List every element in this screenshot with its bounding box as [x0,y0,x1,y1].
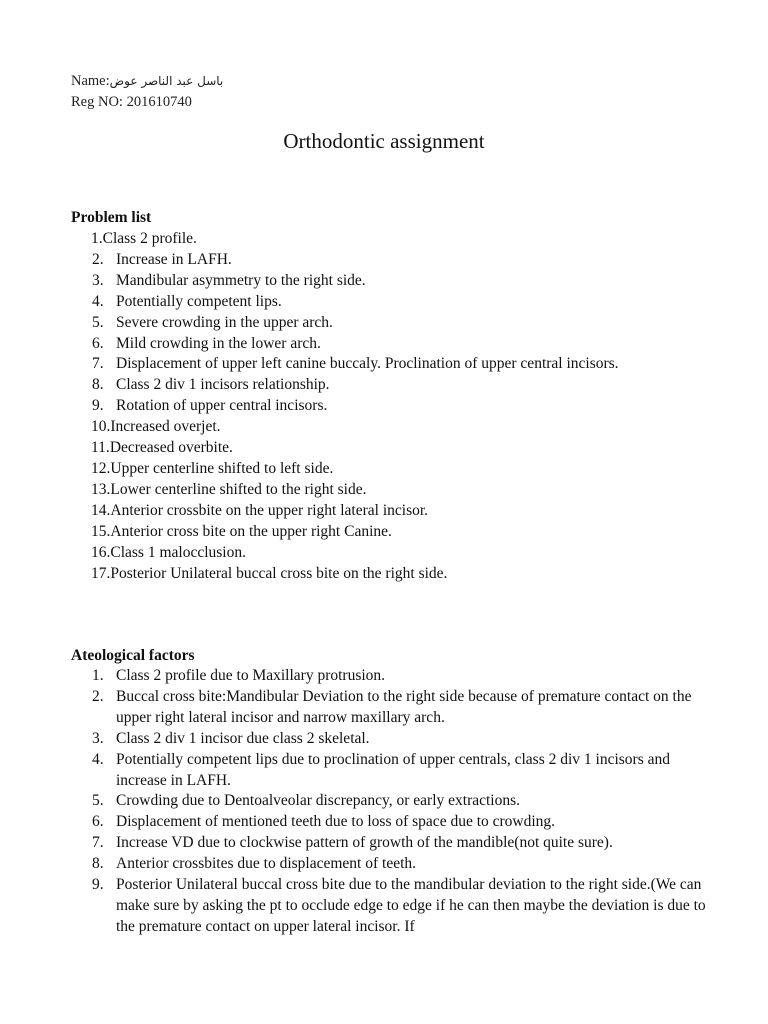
list-item [0,854,706,875]
list-item-text: Posterior Unilateral buccal cross bite due to the mandibular deviation to the right side.(We can make sure by asking the pt to occlude edge to edge if he can then maybe the deviation is due to the premature contact on upper lateral incisor. If [116,876,706,935]
list-item-number: 2. [92,687,104,705]
list-item [0,250,706,271]
list-item-number: 16. [91,543,111,561]
list-item [0,501,681,522]
list-item [0,750,706,792]
list-item-number: 2. [92,250,104,268]
list-item-number: 4. [92,750,104,768]
list-item-text: Crowding due to Dentoalveolar discrepancy, or early extractions. [116,792,521,810]
list-item [0,687,706,729]
list-item-text: Anterior crossbites due to displacement of teeth. [116,855,417,873]
ateological-factors-heading: Ateological factors [71,647,195,664]
list-item [0,229,681,250]
list-item [0,375,706,396]
list-item-text: Mild crowding in the lower arch. [116,334,321,352]
registration-number-line [71,93,192,111]
list-item [0,292,706,313]
list-item-text: Mandibular asymmetry to the right side. [116,271,366,289]
student-name-line [71,72,223,90]
reg-value: 201610740 [126,94,192,110]
list-item [0,480,681,501]
list-item-number: 1. [92,667,104,684]
list-item [0,271,706,292]
list-item-text: Class 2 profile. [102,230,197,247]
list-item [0,417,681,438]
list-item [0,334,706,355]
list-item-text: Buccal cross bite:Mandibular Deviation to the right side because of premature contact on the upper right lateral incisor and narrow maxillary arch. [116,687,692,726]
list-item-number: 3. [92,729,104,747]
ateological-factors-list [0,666,706,938]
list-item-number: 14. [91,501,111,519]
list-item [0,313,706,334]
list-item [0,812,706,833]
list-item-number: 13. [91,480,111,498]
list-item-number: 15. [91,522,111,540]
list-item-text: Anterior crossbite on the upper right lateral incisor. [110,501,429,519]
list-item-text: Posterior Unilateral buccal cross bite on the right side. [110,564,448,582]
list-item-number: 9. [92,876,104,894]
list-item [0,354,706,375]
name-value: باسل عبد الناصر عوض [109,74,224,88]
reg-label: Reg NO: [71,94,127,110]
list-item-number: 3. [92,271,104,289]
list-item [0,459,681,480]
list-item [0,666,706,687]
list-item [0,875,706,938]
list-item-text: Displacement of mentioned teeth due to loss of space due to crowding. [116,813,556,831]
list-item-text: Rotation of upper central incisors. [116,397,328,415]
list-item [0,522,681,543]
list-item-text: Increased overjet. [110,418,221,436]
list-item-text: Severe crowding in the upper arch. [116,313,333,331]
list-item-number: 10. [91,418,111,436]
list-item-text: Class 2 div 1 incisor due class 2 skeletal. [116,729,370,747]
list-item-number: 1. [91,230,103,247]
list-item-number: 4. [92,292,104,310]
list-item-number: 6. [92,334,104,352]
problem-list-heading: Problem list [71,209,152,226]
list-item-text: Class 2 div 1 incisors relationship. [116,376,330,394]
list-item [0,729,706,750]
list-item-text: Anterior cross bite on the upper right Canine. [110,522,392,540]
list-item [0,396,706,417]
list-item-text: Class 2 profile due to Maxillary protrusion. [116,667,386,684]
list-item-text: Increase VD due to clockwise pattern of growth of the mandible(not quite sure). [116,834,613,852]
list-item-number: 5. [92,313,104,331]
list-item-text: Lower centerline shifted to the right side. [110,480,367,498]
list-item-number: 11. [91,439,110,457]
list-item-text: Displacement of upper left canine buccaly. Proclination of upper central incisors. [116,355,619,373]
problem-list [0,229,706,584]
list-item-number: 6. [92,813,104,831]
list-item-number: 5. [92,792,104,810]
list-item-number: 8. [92,376,104,394]
list-item-number: 17. [91,564,111,582]
list-item-text: Potentially competent lips. [116,292,282,310]
list-item [0,543,681,564]
list-item [0,791,706,812]
name-label: Name: [71,73,110,89]
list-item-text: Upper centerline shifted to left side. [110,459,334,477]
list-item-number: 8. [92,855,104,873]
list-item-number: 12. [91,459,111,477]
list-item-text: Decreased overbite. [109,439,233,457]
list-item [0,438,681,459]
list-item-text: Class 1 malocclusion. [110,543,246,561]
list-item-number: 7. [92,834,104,852]
list-item [0,564,681,585]
list-item-number: 9. [92,397,104,415]
list-item-number: 7. [92,355,104,373]
list-item [0,833,706,854]
list-item-text: Increase in LAFH. [116,250,232,268]
list-item-text: Potentially competent lips due to proclination of upper centrals, class 2 div 1 incisors and increase in LAFH. [116,750,671,789]
document-title: Orthodontic assignment [283,129,485,153]
